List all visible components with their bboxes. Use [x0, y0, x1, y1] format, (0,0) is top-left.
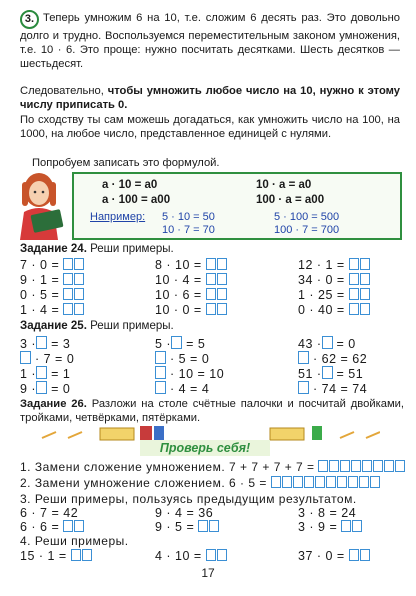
q4-text: Реши примеры.	[34, 534, 129, 548]
answer-box[interactable]	[82, 549, 92, 561]
task24-example	[20, 288, 85, 302]
example-left: 1 ·	[20, 367, 37, 381]
self-check-title: Проверь себя!	[140, 440, 270, 456]
answer-cell[interactable]	[304, 476, 314, 488]
q4-line	[20, 534, 129, 548]
answer-box[interactable]	[360, 288, 370, 300]
missing-number-box[interactable]	[20, 351, 31, 364]
task24-header	[20, 243, 174, 255]
task25-title: Задание 25.	[20, 320, 87, 332]
answer-cell[interactable]	[337, 476, 347, 488]
formula-100a: 100 · а = а00	[256, 194, 325, 206]
task25-example	[20, 381, 70, 396]
girl-reading-illustration	[10, 168, 68, 240]
example-text: 1 · 4 =	[20, 303, 60, 317]
answer-cell[interactable]	[359, 476, 369, 488]
q1-number: 1.	[20, 460, 32, 474]
example-text: 8 · 10 =	[155, 258, 202, 272]
example-left: 43 ·	[298, 337, 322, 351]
q2-line	[20, 476, 381, 490]
example-text: 10 · 6 =	[155, 288, 202, 302]
answer-box[interactable]	[63, 303, 73, 315]
answer-box[interactable]	[349, 549, 359, 561]
example-text: 37 · 0 =	[298, 549, 345, 563]
q1-line	[20, 460, 406, 474]
rule-prefix: Следовательно,	[20, 85, 108, 97]
missing-number-box[interactable]	[298, 381, 309, 394]
task26-paragraph	[20, 397, 404, 425]
answer-cell[interactable]	[340, 460, 350, 472]
answer-box[interactable]	[198, 520, 208, 532]
answer-cell[interactable]	[362, 460, 372, 472]
example-right: = 5	[186, 337, 206, 351]
example-text: 6 · 7 = 42	[20, 506, 79, 520]
similarity-paragraph: По сходству ты сам можешь догадаться, как умножить число на 100, на 1000, на любое число, представленное единицей с нулями.	[20, 114, 400, 140]
task25-example	[20, 336, 70, 351]
answer-box[interactable]	[360, 273, 370, 285]
formula-10a: 10 · а = а0	[256, 179, 312, 191]
answer-box[interactable]	[360, 303, 370, 315]
answer-box[interactable]	[360, 258, 370, 270]
answer-box[interactable]	[209, 520, 219, 532]
example-text: 12 · 1 =	[298, 258, 345, 272]
answer-box[interactable]	[63, 288, 73, 300]
example-label: Например:	[90, 211, 146, 223]
answer-cell[interactable]	[351, 460, 361, 472]
answer-cell[interactable]	[384, 460, 394, 472]
example-text: 9 · 5 =	[155, 520, 195, 534]
task26-title: Задание 26.	[20, 398, 87, 410]
answer-cell[interactable]	[329, 460, 339, 472]
missing-number-box[interactable]	[155, 381, 166, 394]
q3-number: 3.	[20, 492, 32, 506]
formula-box	[72, 172, 402, 240]
q3-text: Реши примеры, пользуясь предыдущим результатом.	[34, 492, 357, 506]
example-text: 0 · 40 =	[298, 303, 345, 317]
q1-text: Замени сложение умножением.	[34, 460, 226, 474]
missing-number-box[interactable]	[171, 336, 182, 349]
example-text: 15 · 1 =	[20, 549, 67, 563]
answer-box[interactable]	[341, 520, 351, 532]
task24-title: Задание 24.	[20, 243, 87, 255]
answer-box[interactable]	[349, 258, 359, 270]
task-number-badge: 3.	[20, 10, 39, 29]
q2-expression: 6 · 5 =	[229, 476, 267, 490]
q3-example	[20, 520, 85, 534]
example-text: 9 · 4 = 36	[155, 506, 214, 520]
answer-box[interactable]	[217, 549, 227, 561]
example-3: 5 · 100 = 500	[274, 211, 340, 223]
task25-example	[298, 351, 367, 366]
answer-box[interactable]	[217, 288, 227, 300]
example-right: · 62 = 62	[312, 352, 368, 366]
example-right: · 4 = 4	[169, 382, 210, 396]
answer-cell[interactable]	[315, 476, 325, 488]
intro-text: Теперь умножим 6 на 10, т.е. сложим 6 десять раз. Это довольно долго и трудно. Воспользуемся переместительным законом умножения, т.е. 10 · 6. Это проще: нужно посчитать десятками. Шесть десятков — шестьдесят.	[20, 12, 400, 70]
q4-example	[20, 549, 93, 563]
example-2: 10 · 7 = 70	[162, 224, 215, 236]
missing-number-box[interactable]	[155, 366, 166, 379]
q3-example	[155, 520, 220, 534]
answer-box[interactable]	[74, 258, 84, 270]
example-right: = 0	[51, 382, 71, 396]
example-right: = 0	[336, 337, 356, 351]
task25-example	[298, 336, 356, 351]
example-text: 7 · 0 =	[20, 258, 60, 272]
example-left: 3 ·	[20, 337, 37, 351]
answer-cell[interactable]	[293, 476, 303, 488]
answer-box[interactable]	[74, 520, 84, 532]
example-right: · 7 = 0	[34, 352, 75, 366]
task24-example	[20, 273, 85, 287]
answer-box[interactable]	[71, 549, 81, 561]
example-right: = 1	[51, 367, 71, 381]
task25-example	[155, 366, 224, 381]
task25-example	[155, 336, 205, 351]
missing-number-box[interactable]	[36, 366, 47, 379]
answer-box[interactable]	[206, 288, 216, 300]
answer-box[interactable]	[206, 303, 216, 315]
example-text: 3 · 9 =	[298, 520, 338, 534]
example-right: · 5 = 0	[169, 352, 210, 366]
q4-example	[155, 549, 228, 563]
q3-example	[20, 506, 78, 520]
q2-answer-boxes[interactable]	[271, 476, 381, 490]
intro-paragraph	[20, 10, 400, 71]
example-text: 3 · 8 = 24	[298, 506, 357, 520]
answer-cell[interactable]	[373, 460, 383, 472]
example-text: 9 · 1 =	[20, 273, 60, 287]
task24-example	[298, 273, 371, 287]
q3-line	[20, 492, 357, 506]
task26-text: Разложи на столе счётные палочки и посчитай двойками, тройками, четвёрками, пятёрками.	[20, 398, 405, 424]
answer-box[interactable]	[206, 549, 216, 561]
answer-box[interactable]	[349, 303, 359, 315]
example-right: · 74 = 74	[312, 382, 368, 396]
try-formula-text: Попробуем записать это формулой.	[32, 157, 220, 169]
answer-box[interactable]	[206, 273, 216, 285]
example-text: 0 · 5 =	[20, 288, 60, 302]
answer-cell[interactable]	[395, 460, 405, 472]
q4-example	[298, 549, 371, 563]
answer-cell[interactable]	[271, 476, 281, 488]
example-left: 9 ·	[20, 382, 37, 396]
answer-cell[interactable]	[348, 476, 358, 488]
q3-example	[155, 506, 213, 520]
task24-example	[298, 258, 371, 272]
formula-a10: а · 10 = а0	[102, 179, 158, 191]
answer-cell[interactable]	[318, 460, 328, 472]
answer-box[interactable]	[63, 520, 73, 532]
example-text: 10 · 4 =	[155, 273, 202, 287]
q3-example	[298, 506, 356, 520]
task25-example	[155, 351, 209, 366]
example-right: = 3	[51, 337, 71, 351]
answer-box[interactable]	[74, 273, 84, 285]
q2-number: 2.	[20, 476, 32, 490]
q1-answer-boxes[interactable]	[318, 460, 406, 474]
task25-example	[155, 381, 209, 396]
example-right: · 10 = 10	[169, 367, 225, 381]
missing-number-box[interactable]	[36, 336, 47, 349]
missing-number-box[interactable]	[322, 366, 333, 379]
task25-example	[20, 366, 70, 381]
q1-expression: 7 + 7 + 7 + 7 =	[229, 460, 315, 474]
task24-example	[155, 288, 228, 302]
answer-box[interactable]	[217, 258, 227, 270]
task24-example	[298, 303, 371, 317]
task25-example	[298, 366, 363, 381]
example-1: 5 · 10 = 50	[162, 211, 215, 223]
missing-number-box[interactable]	[155, 351, 166, 364]
example-text: 10 · 0 =	[155, 303, 202, 317]
example-left: 5 ·	[155, 337, 172, 351]
example-left: 51 ·	[298, 367, 322, 381]
answer-cell[interactable]	[370, 476, 380, 488]
example-text: 6 · 6 =	[20, 520, 60, 534]
answer-box[interactable]	[217, 273, 227, 285]
rule-paragraph	[20, 84, 400, 112]
answer-cell[interactable]	[282, 476, 292, 488]
missing-number-box[interactable]	[298, 351, 309, 364]
example-text: 34 · 0 =	[298, 273, 345, 287]
task24-instruction: Реши примеры.	[90, 243, 174, 255]
missing-number-box[interactable]	[322, 336, 333, 349]
task24-example	[20, 258, 85, 272]
example-right: = 51	[336, 367, 364, 381]
example-text: 4 · 10 =	[155, 549, 202, 563]
answer-box[interactable]	[74, 303, 84, 315]
answer-box[interactable]	[352, 520, 362, 532]
answer-box[interactable]	[217, 303, 227, 315]
task25-header	[20, 320, 174, 332]
example-4: 100 · 7 = 700	[274, 224, 340, 236]
task24-example	[298, 288, 371, 302]
answer-cell[interactable]	[326, 476, 336, 488]
q4-number: 4.	[20, 534, 32, 548]
answer-box[interactable]	[63, 258, 73, 270]
answer-box[interactable]	[360, 549, 370, 561]
task25-example	[298, 381, 367, 396]
task25-example	[20, 351, 74, 366]
answer-box[interactable]	[349, 288, 359, 300]
task24-example	[20, 303, 85, 317]
task24-example	[155, 258, 228, 272]
answer-box[interactable]	[74, 288, 84, 300]
answer-box[interactable]	[63, 273, 73, 285]
example-text: 1 · 25 =	[298, 288, 345, 302]
formula-a100: а · 100 = а00	[102, 194, 171, 206]
task25-instruction: Реши примеры.	[90, 320, 174, 332]
q3-example	[298, 520, 363, 534]
rule-bold: чтобы умножить любое число на 10, нужно к этому числу приписать 0.	[20, 85, 400, 111]
answer-box[interactable]	[206, 258, 216, 270]
answer-box[interactable]	[349, 273, 359, 285]
q2-text: Замени умножение сложением.	[34, 476, 226, 490]
task24-example	[155, 303, 228, 317]
task24-example	[155, 273, 228, 287]
page-number: 17	[201, 566, 215, 580]
missing-number-box[interactable]	[36, 381, 47, 394]
